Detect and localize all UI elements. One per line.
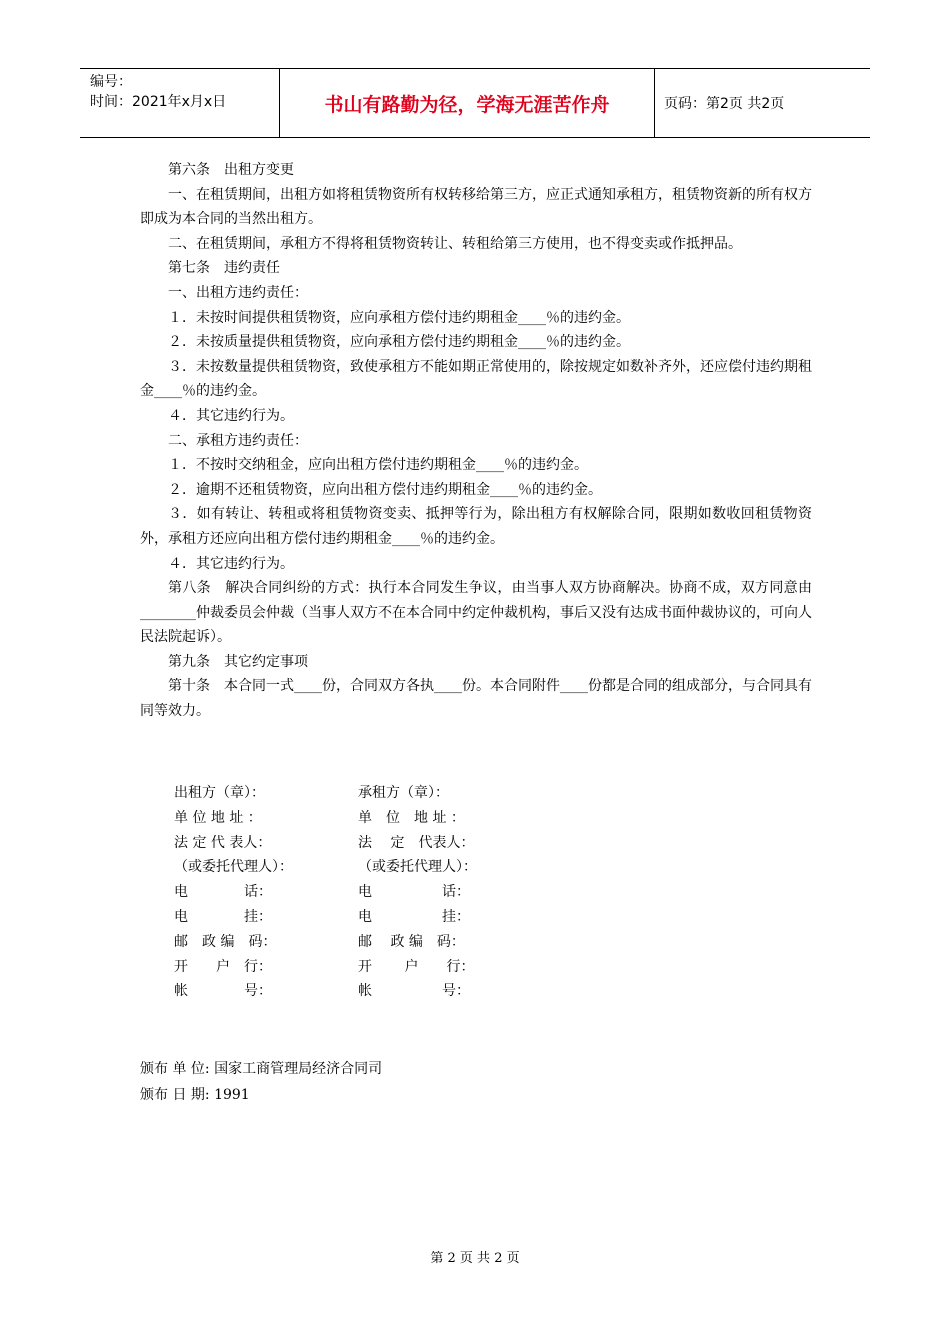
header-meta — [80, 69, 280, 137]
lessee-field: 承租方（章）： — [358, 785, 449, 801]
paragraph: １．未按时间提供租赁物资，应向承租方偿付违约期租金____％的违约金。 — [168, 309, 630, 326]
lessor-field: 帐 号： — [174, 983, 272, 1000]
signature-row — [174, 855, 542, 880]
paragraph: ２．未按质量提供租赁物资，应向承租方偿付违约期租金____％的违约金。 — [168, 334, 630, 351]
lessee-field: 单 位 地 址 ： — [358, 809, 465, 826]
lessor-field: 电 话： — [174, 884, 272, 901]
lessee-field: 法 定 代表人： — [358, 834, 475, 851]
paragraph: １．不按时交纳租金，应向出租方偿付违约期租金____％的违约金。 — [168, 457, 588, 474]
paragraph: 第十条 本合同一式____份，合同双方各执____份。本合同附件____份都是合同的组成部分，与合同具有同等效力。 — [140, 678, 812, 720]
paragraph: ２．逾期不还租赁物资，应向出租方偿付违约期租金____％的违约金。 — [168, 481, 602, 498]
contract-body — [140, 158, 812, 724]
issuance-info — [140, 1056, 382, 1108]
issue-date-line: 颁布 日 期: 1991 — [140, 1087, 250, 1103]
paragraph: ３．如有转让、转租或将租赁物资变卖、抵押等行为，除出租方有权解除合同，限期如数收回租赁物资外，承租方还应向出租方偿付违约期租金____％的违约金。 — [140, 506, 812, 547]
lessee-field: 邮 政 编 码： — [358, 933, 465, 950]
signature-row — [174, 806, 542, 831]
lessee-field: （或委托代理人）： — [358, 859, 477, 876]
paragraph: ３．未按数量提供租赁物资，致使承租方不能如期正常使用的，除按规定如数补齐外，还应偿付违约期租金____％的违约金。 — [140, 358, 812, 400]
signature-row — [174, 930, 542, 955]
signature-row — [174, 781, 542, 806]
lessor-field: 法 定 代 表人： — [174, 834, 272, 851]
paragraph: 第八条 解决合同纠纷的方式：执行本合同发生争议，由当事人双方协商解决。协商不成，双方同意由________仲裁委员会仲裁（当事人双方不在本合同中约定仲裁机构，事后又没有达成书面仲裁协议的，可向人民法院起诉）。 — [140, 580, 812, 646]
page-number: 第 2 页 共 2 页 — [430, 1251, 520, 1266]
signature-row — [174, 979, 542, 1004]
lessor-field: （或委托代理人）： — [174, 859, 293, 876]
lessor-field: 出租方（章）： — [174, 785, 265, 801]
paragraph: 二、承租方违约责任： — [168, 432, 308, 449]
issuer-line: 颁布 单 位: 国家工商管理局经济合同司 — [140, 1061, 383, 1077]
doc-time-label: 时间：2021年x月x日 — [90, 94, 227, 110]
page-header — [80, 68, 870, 138]
lessee-field: 帐 号： — [358, 983, 470, 1000]
paragraph: 一、在租赁期间，出租方如将租赁物资所有权转移给第三方，应正式通知承租方，租赁物资新的所有权方即成为本合同的当然出租方。 — [140, 186, 812, 228]
paragraph: ４．其它违约行为。 — [168, 555, 294, 572]
paragraph: 第六条 出租方变更 — [168, 162, 294, 178]
lessor-field: 单 位 地 址 ： — [174, 809, 262, 826]
lessor-field: 开 户 行： — [174, 958, 272, 975]
signature-row — [174, 880, 542, 905]
paragraph: 二、在租赁期间，承租方不得将租赁物资转让、转租给第三方使用，也不得变卖或作抵押品。 — [168, 235, 742, 252]
paragraph: ４．其它违约行为。 — [168, 407, 294, 424]
signature-row — [174, 955, 542, 980]
signature-block — [174, 781, 542, 1004]
paragraph: 第九条 其它约定事项 — [168, 653, 308, 670]
lessee-field: 电 话： — [358, 884, 470, 901]
signature-row — [174, 831, 542, 856]
lessee-field: 电 挂： — [358, 908, 470, 925]
lessor-field: 电 挂： — [174, 908, 272, 925]
lessee-field: 开 户 行： — [358, 958, 475, 975]
header-motto: 书山有路勤为径，学海无涯苦作舟 — [280, 69, 655, 137]
header-page-label: 页码：第2页 共2页 — [664, 96, 785, 112]
signature-row — [174, 905, 542, 930]
doc-number-label: 编号： — [90, 74, 132, 90]
paragraph: 一、出租方违约责任： — [168, 284, 308, 301]
lessor-field: 邮 政 编 码： — [174, 933, 277, 950]
paragraph: 第七条 违约责任 — [168, 260, 280, 277]
